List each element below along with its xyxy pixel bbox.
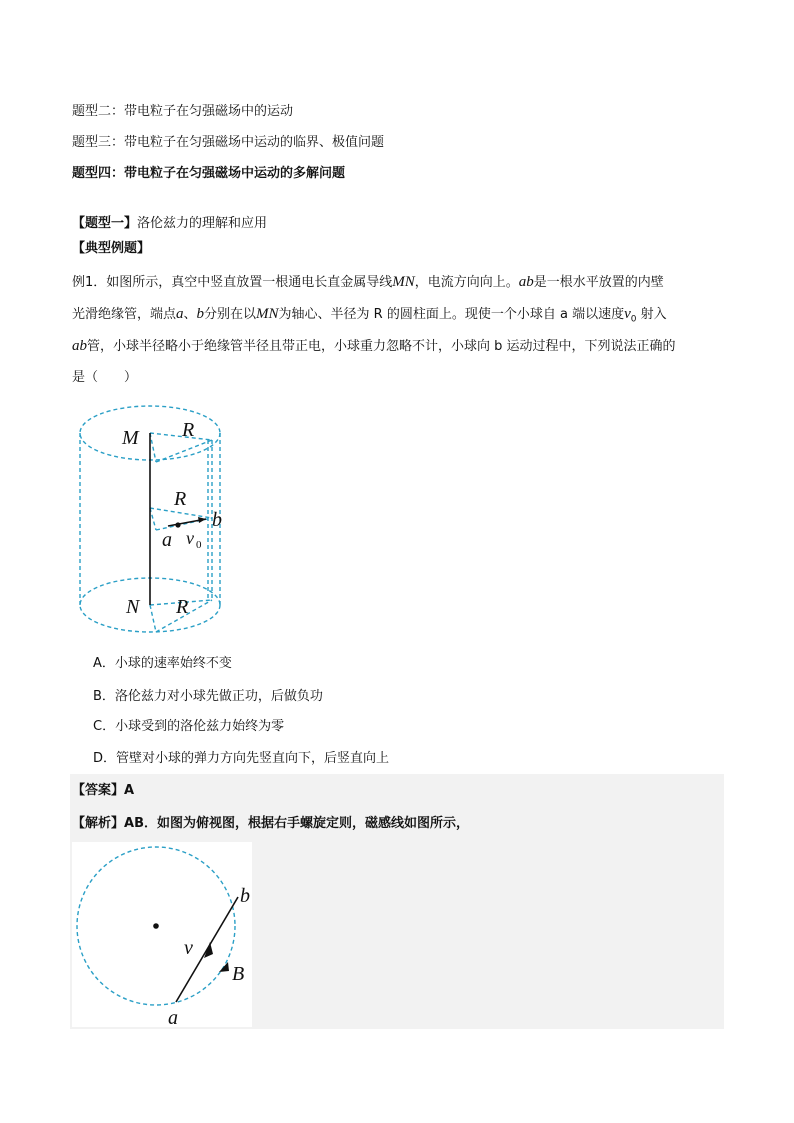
field-arrowhead — [219, 962, 229, 972]
toc-item-2: 题型二：带电粒子在匀强磁场中的运动 — [72, 104, 294, 119]
label-r-bot: R — [176, 596, 189, 618]
section-title — [72, 215, 267, 233]
label-m: M — [122, 427, 139, 449]
label-field-b: B — [232, 963, 245, 985]
var-mn: MN — [392, 274, 415, 290]
question-text: 分别在以 — [204, 307, 257, 322]
analysis-line — [72, 815, 469, 833]
toc-item-3: 题型三：带电粒子在匀强磁场中运动的临界、极值问题 — [72, 135, 385, 150]
analysis-text: AB．如图为俯视图，根据右手螺旋定则，磁感线如图所示， — [124, 816, 469, 831]
cylinder-figure — [72, 400, 232, 650]
var-mn: MN — [256, 306, 279, 322]
option-a: A．小球的速率始终不变 — [93, 656, 232, 671]
var-ab: ab — [518, 274, 534, 290]
toc-item-4: 题型四：带电粒子在匀强磁场中运动的多解问题 — [72, 166, 346, 181]
option-b: B．洛伦兹力对小球先做正功，后做负功 — [93, 689, 323, 704]
question-text: 管，小球半径略小于绝缘管半径且带正电，小球重力忽略不计，小球向 b 运动过程中，下列说法正确的 — [87, 339, 676, 354]
option-d: D．管壁对小球的弹力方向先竖直向下，后竖直向上 — [93, 751, 390, 766]
var-a: a — [176, 306, 184, 322]
var-v0-sub: 0 — [630, 314, 637, 325]
var-ab: ab — [72, 338, 87, 354]
question-line-2 — [72, 305, 667, 329]
question-line-3 — [72, 337, 676, 356]
top-slant — [150, 433, 156, 462]
mid-slant — [150, 508, 156, 530]
question-text: 射入 — [636, 307, 667, 322]
analysis-label: 【解析】 — [72, 816, 125, 831]
question-text: 光滑绝缘管，端点 — [72, 307, 177, 322]
var-v0: v — [624, 306, 631, 322]
answer-line — [72, 782, 134, 800]
option-c: C．小球受到的洛伦兹力始终为零 — [93, 719, 285, 734]
answer-value: A — [124, 783, 135, 798]
velocity-arrowhead — [204, 942, 213, 958]
question-text: 例1．如图所示，真空中竖直放置一根通电长直金属导线 — [72, 275, 393, 290]
question-text: 是一根水平放置的内壁 — [533, 275, 664, 290]
var-b: b — [196, 306, 205, 322]
question-line-4: 是（ ） — [72, 370, 138, 385]
question-text: ，电流方向向上。 — [414, 275, 519, 290]
label-a: a — [162, 529, 172, 551]
answer-label: 【答案】 — [72, 783, 125, 798]
top-radius — [150, 433, 212, 440]
question-line-1 — [72, 273, 664, 292]
section-bracket-label: 【题型一】 — [72, 216, 138, 231]
top-tri-edge — [156, 440, 212, 462]
top-view-figure — [72, 842, 252, 1027]
label-r-top: R — [182, 419, 195, 441]
wire-dot — [153, 923, 159, 929]
label-v0: v — [186, 528, 194, 548]
section-title-text: 洛伦兹力的理解和应用 — [137, 216, 268, 231]
example-header: 【典型例题】 — [72, 241, 151, 256]
label-v0-sub: 0 — [196, 539, 202, 551]
bottom-slant — [150, 605, 156, 632]
question-text: 、 — [183, 307, 197, 322]
label-n: N — [126, 596, 140, 618]
label-r-mid: R — [174, 488, 187, 510]
label-b: b — [240, 885, 250, 907]
question-text: 为轴心、半径为 R 的圆柱面上。现使一个小球自 a 端以速度 — [278, 307, 625, 322]
ball — [175, 522, 180, 527]
label-v: v — [184, 937, 193, 959]
label-b: b — [212, 509, 222, 531]
label-a: a — [168, 1007, 178, 1027]
